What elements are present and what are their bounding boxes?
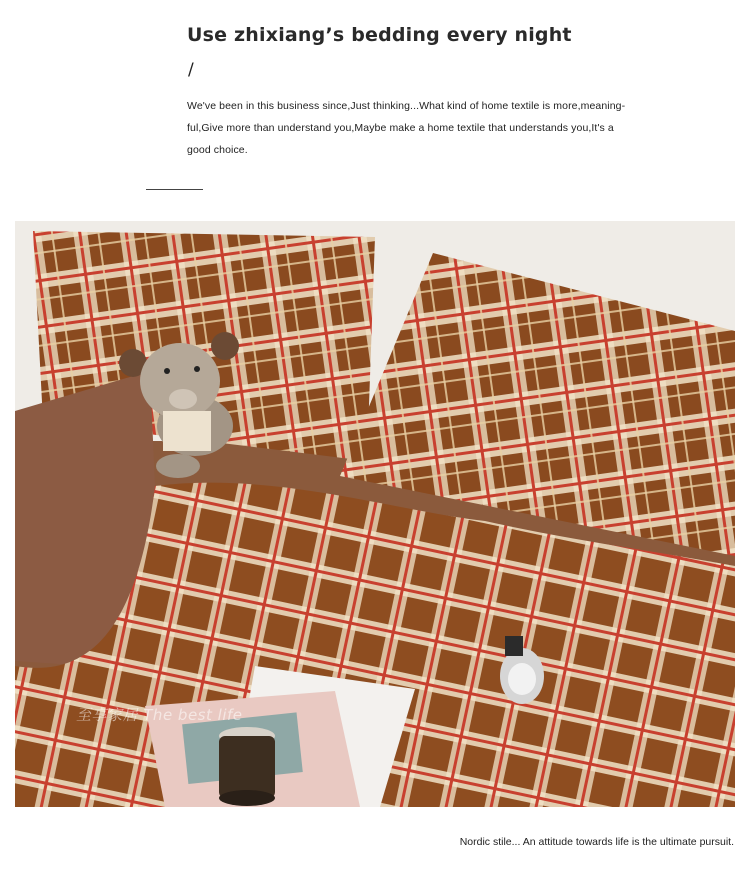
candle-jar-icon bbox=[219, 727, 275, 806]
slash-divider: / bbox=[188, 60, 194, 80]
short-divider-line bbox=[146, 189, 203, 190]
watermark-text: 至享家居 The best life bbox=[76, 706, 243, 724]
intro-paragraph: We've been in this business since,Just thinking...What kind of home textile is more,meaning-ful,Give more than understand you,Maybe make a home textile that understands you,It's a good choice. bbox=[187, 100, 626, 156]
page-heading: Use zhixiang’s bedding every night bbox=[187, 24, 572, 46]
footer-caption: Nordic stile... An attitude towards life is the ultimate pursuit. bbox=[459, 836, 734, 848]
